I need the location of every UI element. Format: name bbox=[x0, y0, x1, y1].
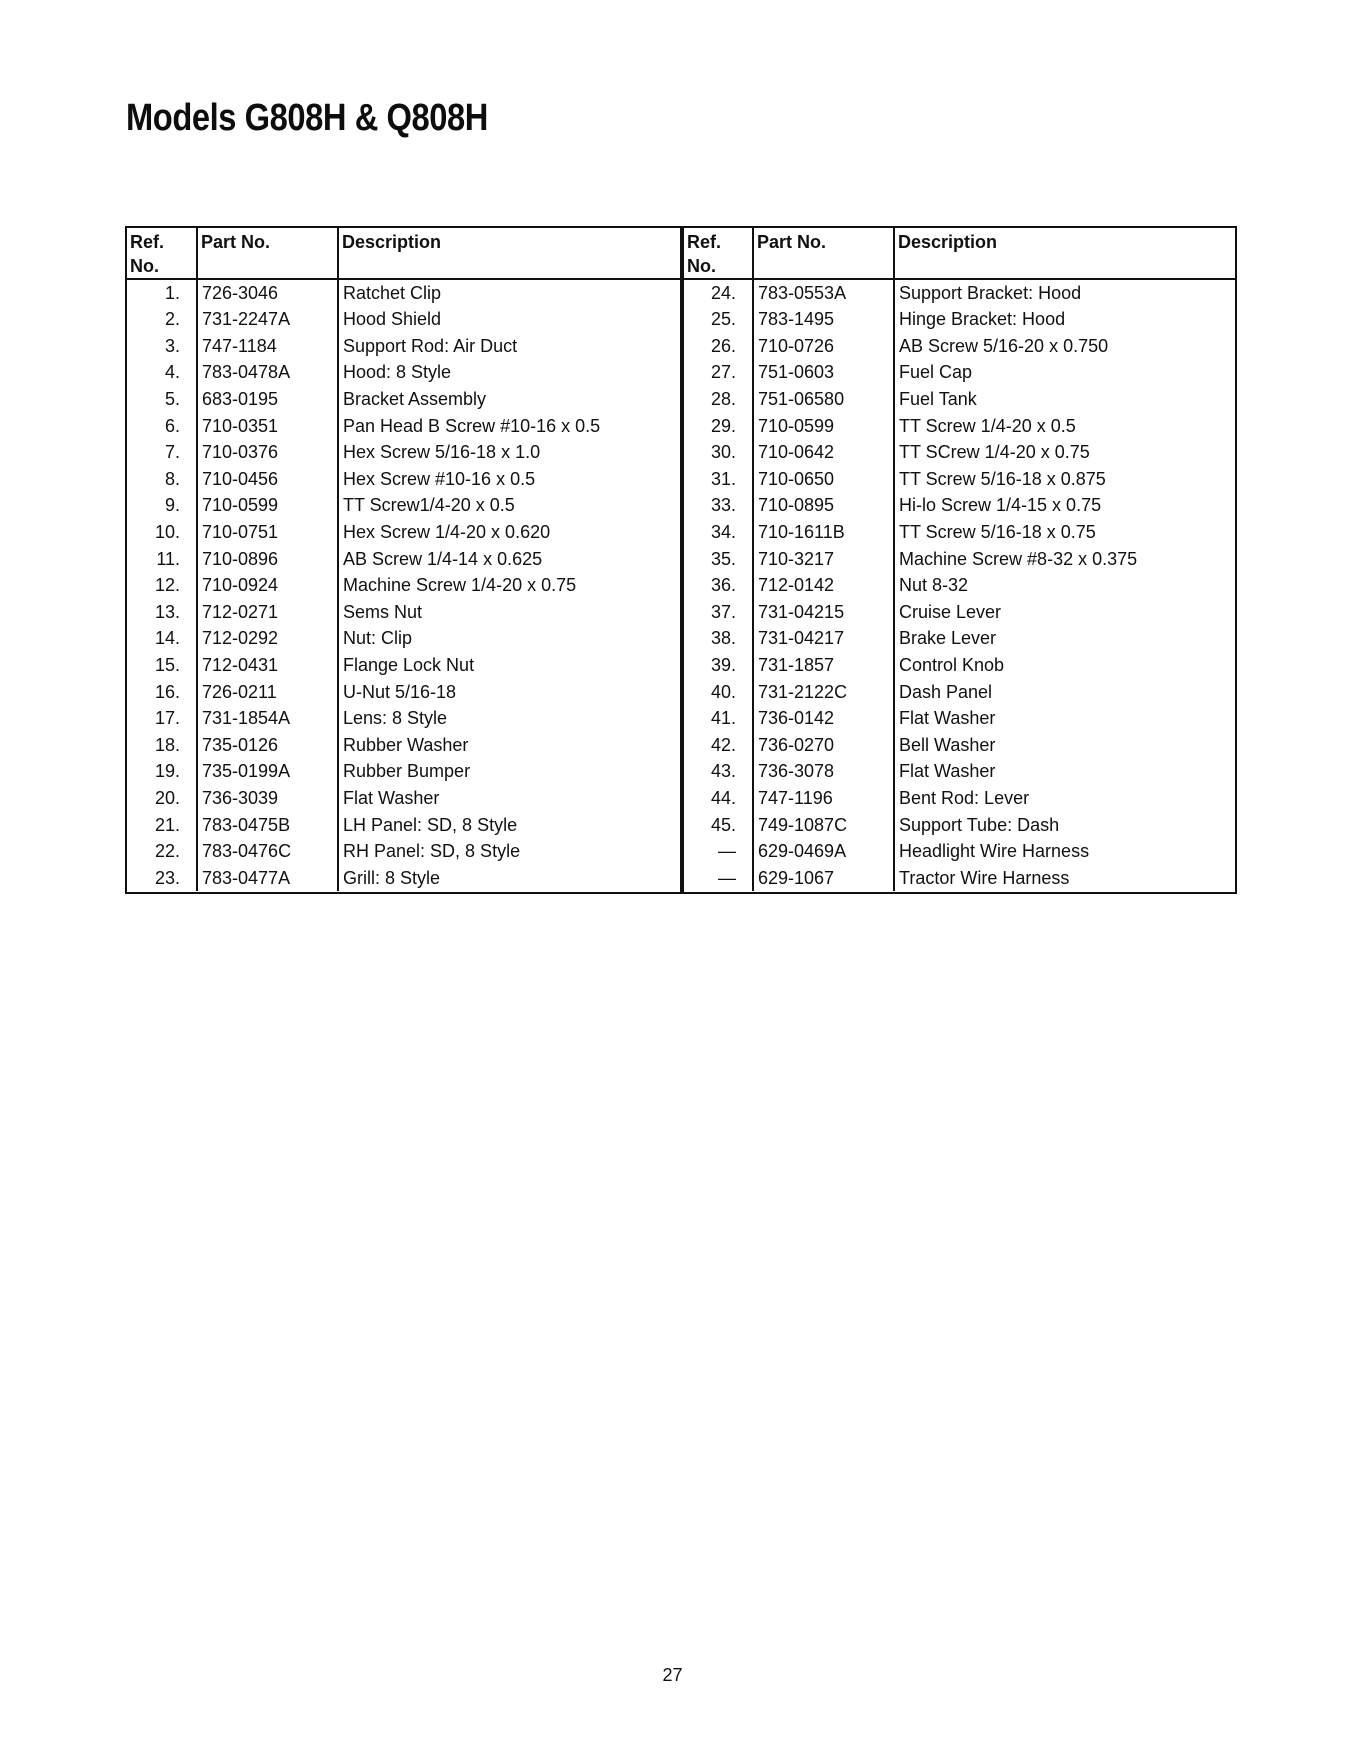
table-row bbox=[684, 652, 1235, 679]
table-row bbox=[127, 386, 680, 413]
header-description: Description bbox=[338, 228, 680, 279]
part-number-cell: 710-0376 bbox=[197, 439, 338, 466]
ref-cell: 43. bbox=[710, 761, 736, 782]
table-row bbox=[127, 333, 680, 360]
table-row bbox=[684, 466, 1235, 493]
table-row bbox=[684, 439, 1235, 466]
part-number-cell: 710-0351 bbox=[197, 412, 338, 439]
description-cell: Nut: Clip bbox=[338, 625, 680, 652]
table-row bbox=[684, 864, 1235, 891]
part-number-cell: 710-3217 bbox=[753, 545, 894, 572]
part-number-cell: 735-0126 bbox=[197, 732, 338, 759]
ref-cell: — bbox=[718, 867, 736, 888]
ref-cell: 22. bbox=[154, 841, 180, 862]
header-ref: Ref. No. bbox=[684, 228, 753, 279]
part-number-cell: 710-0924 bbox=[197, 572, 338, 599]
part-number-cell: 783-0553A bbox=[753, 279, 894, 306]
description-cell: Machine Screw #8-32 x 0.375 bbox=[894, 545, 1235, 572]
table-row bbox=[127, 864, 680, 891]
ref-cell: 34. bbox=[710, 522, 736, 543]
table-row bbox=[127, 785, 680, 812]
part-number-cell: 783-0478A bbox=[197, 359, 338, 386]
ref-cell: 24. bbox=[710, 283, 736, 303]
description-cell: Bent Rod: Lever bbox=[894, 785, 1235, 812]
ref-cell: 10. bbox=[154, 522, 180, 543]
ref-cell: 11. bbox=[156, 548, 180, 569]
ref-cell: — bbox=[718, 841, 736, 862]
table-row bbox=[127, 705, 680, 732]
description-cell: Bracket Assembly bbox=[338, 386, 680, 413]
part-number-cell: 736-3078 bbox=[753, 758, 894, 785]
part-number-cell: 710-0896 bbox=[197, 545, 338, 572]
description-cell: Pan Head B Screw #10-16 x 0.5 bbox=[338, 412, 680, 439]
part-number-cell: 731-1857 bbox=[753, 652, 894, 679]
ref-cell: 45. bbox=[710, 814, 736, 835]
description-cell: Fuel Cap bbox=[894, 359, 1235, 386]
part-number-cell: 747-1196 bbox=[753, 785, 894, 812]
description-cell: TT SCrew 1/4-20 x 0.75 bbox=[894, 439, 1235, 466]
description-cell: Flat Washer bbox=[894, 758, 1235, 785]
table-header-row bbox=[684, 228, 1235, 279]
description-cell: Control Knob bbox=[894, 652, 1235, 679]
table-row bbox=[127, 572, 680, 599]
part-number-cell: 731-2247A bbox=[197, 306, 338, 333]
ref-cell: 8. bbox=[164, 468, 180, 489]
ref-cell: 42. bbox=[710, 734, 736, 755]
table-header-row bbox=[127, 228, 680, 279]
description-cell: Brake Lever bbox=[894, 625, 1235, 652]
description-cell: Hex Screw 5/16-18 x 1.0 bbox=[338, 439, 680, 466]
part-number-cell: 710-0650 bbox=[753, 466, 894, 493]
ref-cell: 30. bbox=[710, 442, 736, 463]
table-row bbox=[684, 519, 1235, 546]
ref-cell: 38. bbox=[710, 628, 736, 649]
part-number-cell: 731-04217 bbox=[753, 625, 894, 652]
description-cell: Rubber Bumper bbox=[338, 758, 680, 785]
ref-cell: 18. bbox=[154, 734, 180, 755]
table-row bbox=[127, 838, 680, 865]
part-number-cell: 629-0469A bbox=[753, 838, 894, 865]
ref-cell: 5. bbox=[164, 389, 180, 410]
description-cell: Nut 8-32 bbox=[894, 572, 1235, 599]
table-row bbox=[684, 625, 1235, 652]
ref-cell: 16. bbox=[154, 681, 180, 702]
description-cell: Ratchet Clip bbox=[338, 279, 680, 306]
table-row bbox=[684, 306, 1235, 333]
description-cell: TT Screw 5/16-18 x 0.75 bbox=[894, 519, 1235, 546]
description-cell: Bell Washer bbox=[894, 732, 1235, 759]
header-part-no: Part No. bbox=[753, 228, 894, 279]
part-number-cell: 783-1495 bbox=[753, 306, 894, 333]
description-cell: Lens: 8 Style bbox=[338, 705, 680, 732]
ref-cell: 39. bbox=[710, 655, 736, 676]
part-number-cell: 710-0599 bbox=[197, 492, 338, 519]
table-row bbox=[684, 811, 1235, 838]
ref-cell: 1. bbox=[164, 283, 180, 303]
description-cell: Flange Lock Nut bbox=[338, 652, 680, 679]
description-cell: Hex Screw #10-16 x 0.5 bbox=[338, 466, 680, 493]
table-row bbox=[684, 705, 1235, 732]
ref-cell: 13. bbox=[154, 601, 180, 622]
part-number-cell: 783-0475B bbox=[197, 811, 338, 838]
ref-cell: 3. bbox=[164, 335, 180, 356]
ref-cell: 20. bbox=[154, 787, 180, 808]
table-row bbox=[127, 625, 680, 652]
part-number-cell: 735-0199A bbox=[197, 758, 338, 785]
description-cell: Flat Washer bbox=[894, 705, 1235, 732]
part-number-cell: 726-0211 bbox=[197, 678, 338, 705]
part-number-cell: 726-3046 bbox=[197, 279, 338, 306]
description-cell: Support Rod: Air Duct bbox=[338, 333, 680, 360]
page-title: Models G808H & Q808H bbox=[126, 97, 488, 139]
description-cell: Fuel Tank bbox=[894, 386, 1235, 413]
table-row bbox=[684, 678, 1235, 705]
description-cell: RH Panel: SD, 8 Style bbox=[338, 838, 680, 865]
header-ref: Ref. No. bbox=[127, 228, 197, 279]
part-number-cell: 710-0726 bbox=[753, 333, 894, 360]
table-row bbox=[127, 439, 680, 466]
description-cell: LH Panel: SD, 8 Style bbox=[338, 811, 680, 838]
ref-cell: 40. bbox=[710, 681, 736, 702]
description-cell: TT Screw 1/4-20 x 0.5 bbox=[894, 412, 1235, 439]
description-cell: Cruise Lever bbox=[894, 599, 1235, 626]
table-row bbox=[127, 492, 680, 519]
ref-cell: 19. bbox=[154, 761, 180, 782]
part-number-cell: 712-0271 bbox=[197, 599, 338, 626]
table-row bbox=[127, 466, 680, 493]
part-number-cell: 710-0599 bbox=[753, 412, 894, 439]
table-row bbox=[127, 652, 680, 679]
part-number-cell: 710-0642 bbox=[753, 439, 894, 466]
description-cell: Sems Nut bbox=[338, 599, 680, 626]
description-cell: AB Screw 1/4-14 x 0.625 bbox=[338, 545, 680, 572]
description-cell: U-Nut 5/16-18 bbox=[338, 678, 680, 705]
table-row bbox=[127, 519, 680, 546]
ref-cell: 9. bbox=[164, 495, 180, 516]
description-cell: Hi-lo Screw 1/4-15 x 0.75 bbox=[894, 492, 1235, 519]
ref-cell: 31. bbox=[710, 468, 736, 489]
description-cell: Tractor Wire Harness bbox=[894, 864, 1235, 891]
part-number-cell: 736-0270 bbox=[753, 732, 894, 759]
part-number-cell: 736-3039 bbox=[197, 785, 338, 812]
ref-cell: 23. bbox=[154, 867, 180, 888]
description-cell: Flat Washer bbox=[338, 785, 680, 812]
part-number-cell: 751-0603 bbox=[753, 359, 894, 386]
ref-cell: 2. bbox=[164, 309, 180, 330]
header-part-no: Part No. bbox=[197, 228, 338, 279]
table-row bbox=[127, 758, 680, 785]
part-number-cell: 629-1067 bbox=[753, 864, 894, 891]
description-cell: Hood: 8 Style bbox=[338, 359, 680, 386]
table-row bbox=[127, 732, 680, 759]
part-number-cell: 710-0456 bbox=[197, 466, 338, 493]
ref-cell: 29. bbox=[710, 415, 736, 436]
table-row bbox=[684, 545, 1235, 572]
table-row bbox=[684, 785, 1235, 812]
part-number-cell: 731-1854A bbox=[197, 705, 338, 732]
description-cell: TT Screw 5/16-18 x 0.875 bbox=[894, 466, 1235, 493]
table-row bbox=[127, 811, 680, 838]
table-row bbox=[684, 599, 1235, 626]
description-cell: Dash Panel bbox=[894, 678, 1235, 705]
table-row bbox=[127, 306, 680, 333]
part-number-cell: 731-2122C bbox=[753, 678, 894, 705]
ref-cell: 21. bbox=[154, 814, 180, 835]
description-cell: Grill: 8 Style bbox=[338, 864, 680, 891]
ref-cell: 14. bbox=[154, 628, 180, 649]
table-row bbox=[127, 279, 680, 306]
description-cell: AB Screw 5/16-20 x 0.750 bbox=[894, 333, 1235, 360]
ref-cell: 44. bbox=[710, 787, 736, 808]
table-row bbox=[127, 412, 680, 439]
ref-cell: 15. bbox=[154, 655, 180, 676]
part-number-cell: 712-0292 bbox=[197, 625, 338, 652]
part-number-cell: 749-1087C bbox=[753, 811, 894, 838]
description-cell: Hinge Bracket: Hood bbox=[894, 306, 1235, 333]
table-row bbox=[127, 545, 680, 572]
table-row bbox=[684, 279, 1235, 306]
part-number-cell: 710-1611B bbox=[753, 519, 894, 546]
description-cell: Machine Screw 1/4-20 x 0.75 bbox=[338, 572, 680, 599]
table-row bbox=[127, 599, 680, 626]
ref-cell: 26. bbox=[710, 335, 736, 356]
ref-cell: 6. bbox=[164, 415, 180, 436]
part-number-cell: 683-0195 bbox=[197, 386, 338, 413]
part-number-cell: 747-1184 bbox=[197, 333, 338, 360]
page-number: 27 bbox=[662, 1665, 683, 1685]
parts-table-right bbox=[681, 226, 1237, 894]
ref-cell: 27. bbox=[710, 362, 736, 383]
part-number-cell: 712-0431 bbox=[197, 652, 338, 679]
part-number-cell: 731-04215 bbox=[753, 599, 894, 626]
table-row bbox=[684, 838, 1235, 865]
ref-cell: 12. bbox=[154, 575, 180, 596]
table-row bbox=[684, 386, 1235, 413]
part-number-cell: 783-0477A bbox=[197, 864, 338, 891]
table-row bbox=[684, 758, 1235, 785]
table-row bbox=[127, 359, 680, 386]
table-row bbox=[684, 732, 1235, 759]
ref-cell: 25. bbox=[710, 309, 736, 330]
part-number-cell: 710-0895 bbox=[753, 492, 894, 519]
part-number-cell: 751-06580 bbox=[753, 386, 894, 413]
description-cell: Hex Screw 1/4-20 x 0.620 bbox=[338, 519, 680, 546]
part-number-cell: 712-0142 bbox=[753, 572, 894, 599]
ref-cell: 36. bbox=[710, 575, 736, 596]
description-cell: Rubber Washer bbox=[338, 732, 680, 759]
description-cell: TT Screw1/4-20 x 0.5 bbox=[338, 492, 680, 519]
part-number-cell: 710-0751 bbox=[197, 519, 338, 546]
header-description: Description bbox=[894, 228, 1235, 279]
parts-table-left bbox=[125, 226, 682, 894]
ref-cell: 7. bbox=[164, 442, 180, 463]
table-row bbox=[684, 572, 1235, 599]
description-cell: Headlight Wire Harness bbox=[894, 838, 1235, 865]
description-cell: Support Bracket: Hood bbox=[894, 279, 1235, 306]
ref-cell: 17. bbox=[154, 708, 180, 729]
table-row bbox=[127, 678, 680, 705]
table-row bbox=[684, 359, 1235, 386]
table-row bbox=[684, 333, 1235, 360]
table-row bbox=[684, 412, 1235, 439]
ref-cell: 41. bbox=[710, 708, 736, 729]
part-number-cell: 736-0142 bbox=[753, 705, 894, 732]
description-cell: Hood Shield bbox=[338, 306, 680, 333]
part-number-cell: 783-0476C bbox=[197, 838, 338, 865]
table-row bbox=[684, 492, 1235, 519]
ref-cell: 4. bbox=[164, 362, 180, 383]
description-cell: Support Tube: Dash bbox=[894, 811, 1235, 838]
parts-list bbox=[125, 226, 1237, 894]
ref-cell: 33. bbox=[710, 495, 736, 516]
ref-cell: 37. bbox=[710, 601, 736, 622]
ref-cell: 35. bbox=[710, 548, 736, 569]
ref-cell: 28. bbox=[710, 389, 736, 410]
